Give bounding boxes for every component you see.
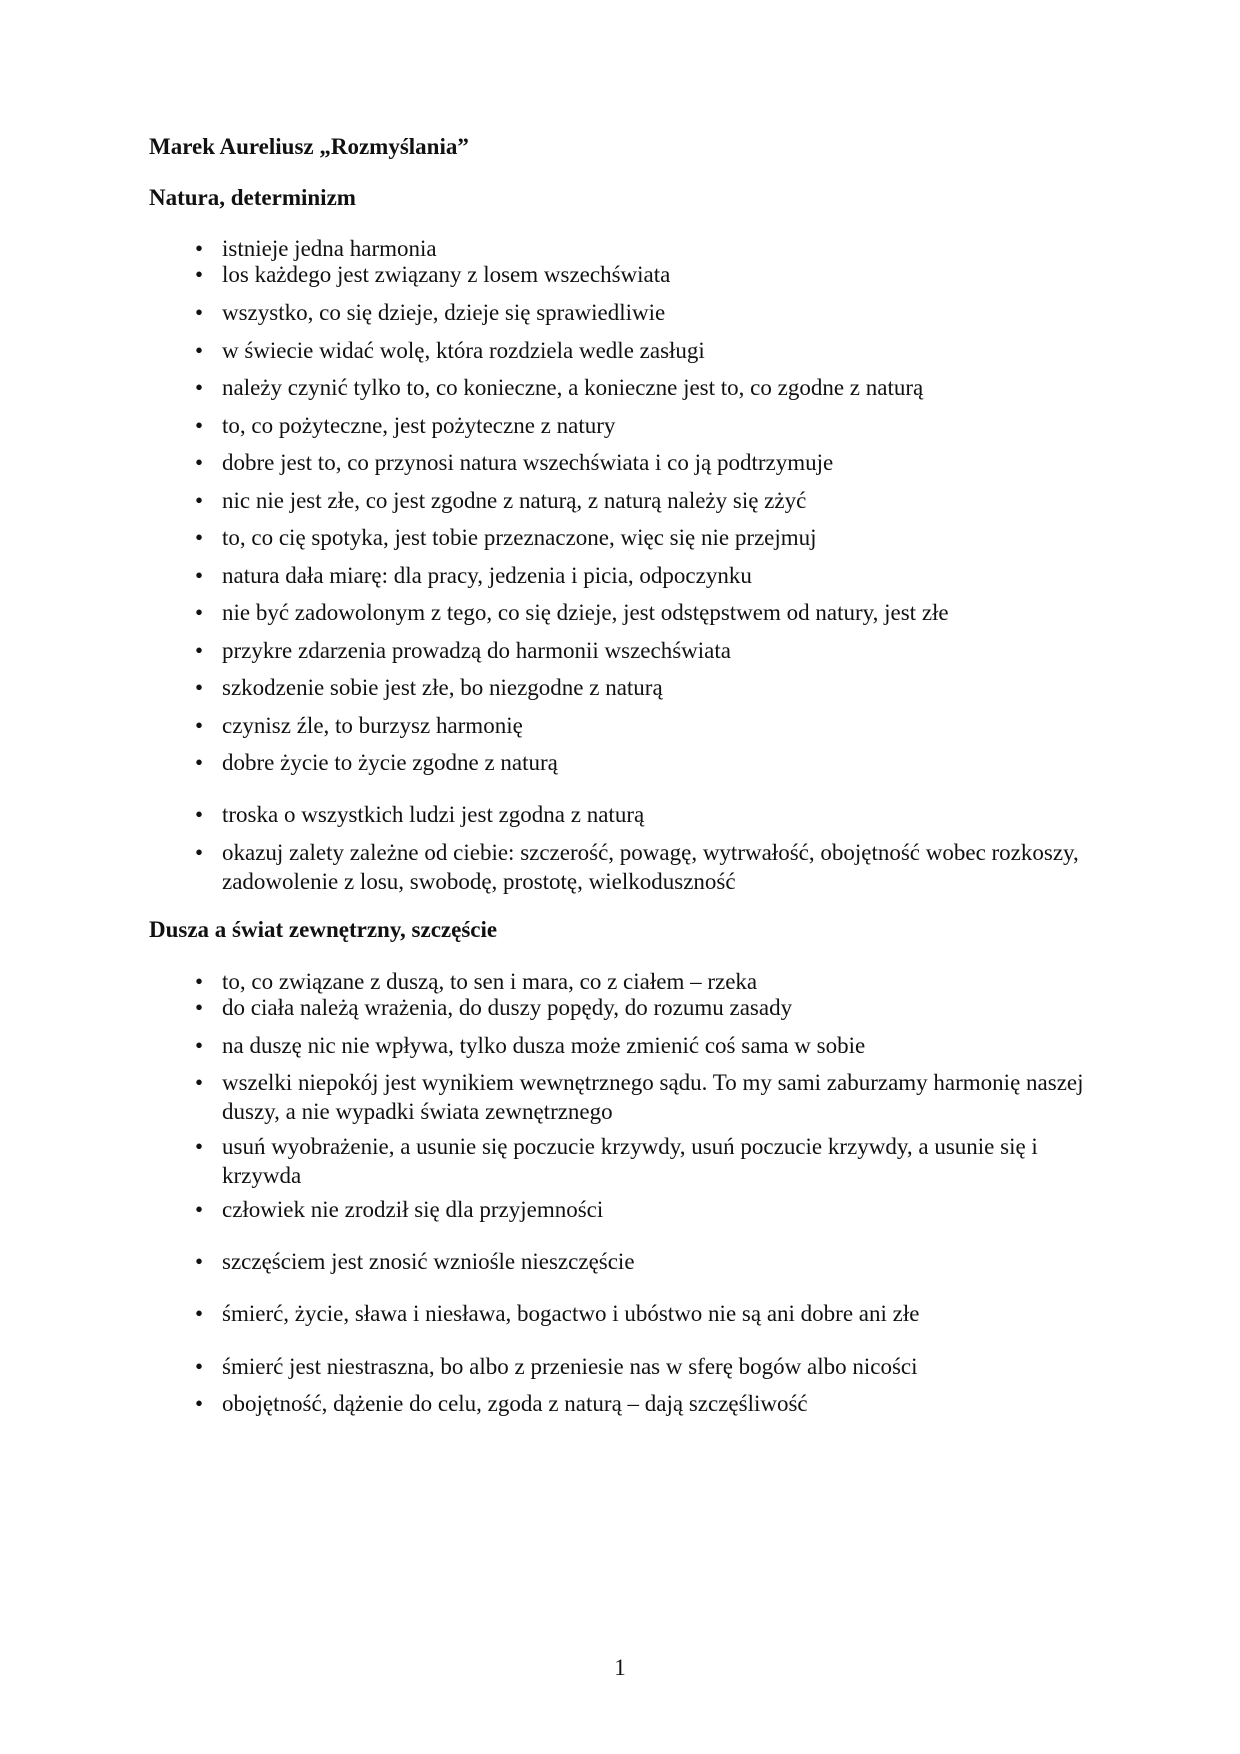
list-item [194,636,1102,665]
bullet-icon: • [194,300,204,325]
bullet-icon: • [194,1391,204,1416]
section-heading-natura: Natura, determinizm [149,185,356,210]
bullet-icon: • [194,750,204,775]
bullet-icon: • [194,488,204,513]
list-item-text: należy czynić tylko to, co konieczne, a konieczne jest to, co zgodne z naturą [222,375,924,400]
list-item [194,967,1102,996]
bullet-icon: • [194,413,204,438]
list-item [194,234,1102,263]
list-item [194,373,1102,402]
section-heading-dusza: Dusza a świat zewnętrzny, szczęście [149,917,498,942]
list-item [194,673,1102,702]
list-item-text: szczęściem jest znosić wzniośle nieszczęście [222,1249,635,1274]
list-item-text: dobre życie to życie zgodne z naturą [222,750,558,775]
bullet-icon: • [194,262,204,287]
list-item-text: obojętność, dążenie do celu, zgoda z naturą – dają szczęśliwość [222,1391,808,1416]
bullet-icon: • [194,338,204,363]
list-item-text: natura dała miarę: dla pracy, jedzenia i picia, odpoczynku [222,563,752,588]
list-item-text: troska o wszystkich ludzi jest zgodna z naturą [222,802,645,827]
list-item-text: człowiek nie zrodził się dla przyjemności [222,1197,604,1222]
list-item-text: do ciała należą wrażenia, do duszy popędy, do rozumu zasady [222,995,793,1020]
bullet-icon: • [194,525,204,550]
document-title: Marek Aureliusz „Rozmyślania” [149,134,469,159]
list-item [194,260,1102,289]
list-item-text: wszystko, co się dzieje, dzieje się sprawiedliwie [222,300,666,325]
list-item [194,838,1102,896]
list-item-text: istnieje jedna harmonia [222,236,437,261]
list-item-text: przykre zdarzenia prowadzą do harmonii wszechświata [222,638,731,663]
list-item [194,561,1102,590]
list-item [194,1068,1102,1126]
list-item-text: los każdego jest związany z losem wszechświata [222,262,671,287]
bullet-icon: • [194,995,204,1020]
list-item [194,1031,1102,1060]
list-item-text: nic nie jest złe, co jest zgodne z naturą, z naturą należy się zżyć [222,488,807,513]
list-item [194,1352,1102,1381]
list-item [194,598,1102,627]
bullet-icon: • [194,1070,204,1095]
list-item [194,1195,1102,1224]
list-item [194,336,1102,365]
page-number: 1 [614,1655,626,1680]
list-item-text: czynisz źle, to burzysz harmonię [222,713,523,738]
list-item-text: na duszę nic nie wpływa, tylko dusza może zmienić coś sama w sobie [222,1033,866,1058]
list-item-text: dobre jest to, co przynosi natura wszechświata i co ją podtrzymuje [222,450,834,475]
bullet-icon: • [194,236,204,261]
list-item [194,523,1102,552]
list-item [194,800,1102,829]
bullet-icon: • [194,450,204,475]
bullet-icon: • [194,713,204,738]
list-item [194,1389,1102,1418]
list-item [194,993,1102,1022]
bullet-icon: • [194,675,204,700]
list-item-text: śmierć, życie, sława i niesława, bogactwo i ubóstwo nie są ani dobre ani złe [222,1301,920,1326]
list-item [194,1132,1102,1190]
list-item [194,748,1102,777]
list-item-text: wszelki niepokój jest wynikiem wewnętrznego sądu. To my sami zaburzamy harmonię naszej duszy, a nie wypadki świata zewnętrznego [222,1070,1084,1124]
list-item [194,1247,1102,1276]
bullet-icon: • [194,840,204,865]
list-item [194,1299,1102,1328]
list-item-text: usuń wyobrażenie, a usunie się poczucie krzywdy, usuń poczucie krzywdy, a usunie się i krzywda [222,1134,1038,1188]
bullet-icon: • [194,638,204,663]
list-item [194,298,1102,327]
list-item-text: to, co związane z duszą, to sen i mara, co z ciałem – rzeka [222,969,758,994]
bullet-icon: • [194,802,204,827]
list-item [194,711,1102,740]
bullet-icon: • [194,563,204,588]
list-item-text: to, co pożyteczne, jest pożyteczne z natury [222,413,616,438]
bullet-icon: • [194,1354,204,1379]
list-item-text: okazuj zalety zależne od ciebie: szczerość, powagę, wytrwałość, obojętność wobec rozkoszy, zadowolenie z losu, swobodę, prostotę, wielkoduszność [222,840,1079,894]
bullet-icon: • [194,1033,204,1058]
bullet-icon: • [194,375,204,400]
list-item-text: nie być zadowolonym z tego, co się dzieje, jest odstępstwem od natury, jest złe [222,600,949,625]
bullet-icon: • [194,1249,204,1274]
list-item [194,486,1102,515]
bullet-icon: • [194,1134,204,1159]
bullet-icon: • [194,1197,204,1222]
list-item-text: śmierć jest niestraszna, bo albo z przeniesie nas w sferę bogów albo nicości [222,1354,918,1379]
list-item [194,411,1102,440]
list-item [194,448,1102,477]
list-item-text: szkodzenie sobie jest złe, bo niezgodne z naturą [222,675,663,700]
list-item-text: to, co cię spotyka, jest tobie przeznaczone, więc się nie przejmuj [222,525,817,550]
bullet-icon: • [194,1301,204,1326]
bullet-icon: • [194,969,204,994]
list-item-text: w świecie widać wolę, która rozdziela wedle zasługi [222,338,705,363]
bullet-icon: • [194,600,204,625]
